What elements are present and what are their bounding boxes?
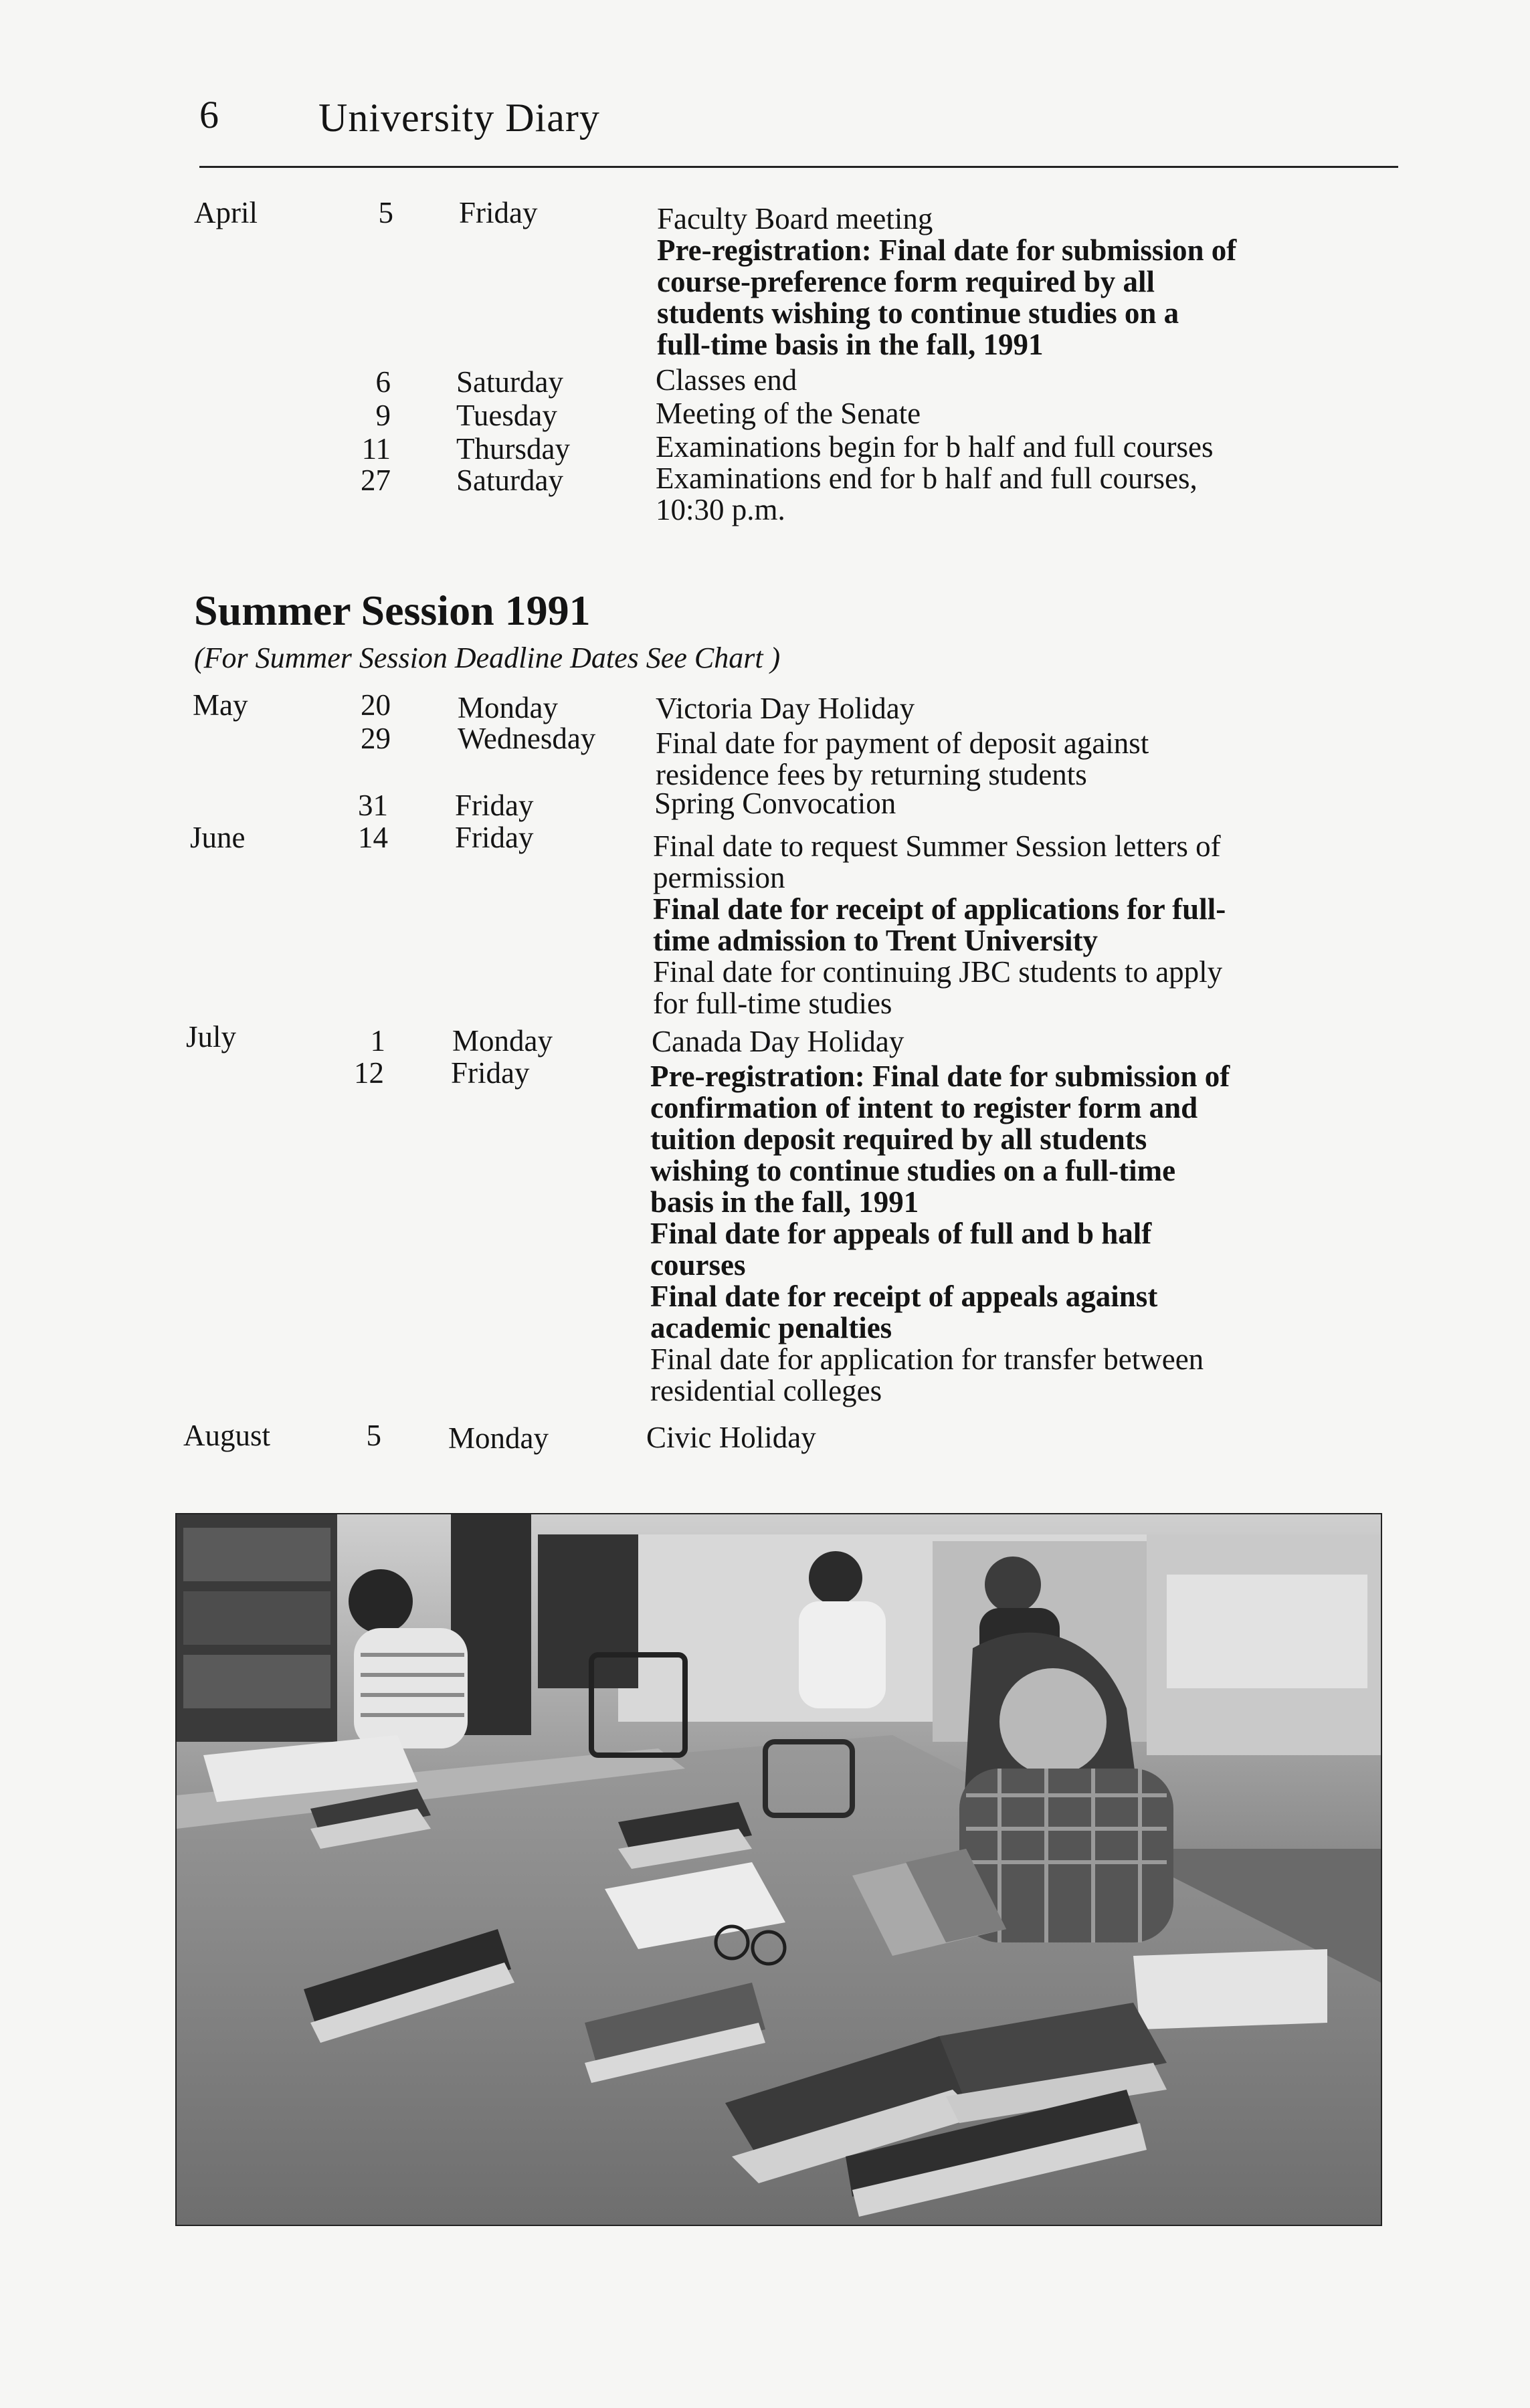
entry-day: 11 [361, 432, 391, 466]
entry-weekday: Monday [448, 1421, 549, 1455]
description-line: Canada Day Holiday [652, 1025, 904, 1058]
description-line: Final date for receipt of appeals against [650, 1280, 1158, 1313]
entry-weekday: Monday [452, 1024, 553, 1058]
description-line: Final date to request Summer Session letters of [653, 829, 1221, 863]
library-photo-illustration [177, 1514, 1381, 2225]
description-line: Final date for payment of deposit against [656, 726, 1149, 760]
description-line: time admission to Trent University [653, 924, 1098, 957]
page-title: University Diary [318, 96, 600, 140]
entry-description [656, 398, 1351, 429]
description-line: Civic Holiday [646, 1421, 816, 1454]
entry-description [650, 1061, 1346, 1407]
description-line: full-time basis in the fall, 1991 [657, 328, 1044, 361]
page-header [199, 86, 1397, 166]
entry-day: 5 [378, 196, 393, 229]
description-line: Final date for receipt of applications for full- [653, 892, 1226, 926]
entry-description [646, 1422, 1342, 1453]
entry-month: May [193, 688, 248, 722]
entry-description [656, 463, 1351, 526]
entry-weekday: Monday [458, 691, 558, 724]
description-line: Examinations begin for b half and full courses [656, 430, 1214, 464]
entry-description [657, 203, 1353, 361]
library-photo [175, 1513, 1382, 2226]
entry-description [654, 788, 1350, 819]
description-line: Victoria Day Holiday [656, 692, 915, 725]
entry-weekday: Saturday [456, 464, 563, 497]
description-line: Spring Convocation [654, 787, 896, 820]
entry-month: April [194, 196, 258, 229]
entry-day: 29 [361, 722, 391, 755]
description-line: tuition deposit required by all students [650, 1122, 1147, 1156]
entry-weekday: Thursday [456, 432, 570, 466]
entry-day: 5 [366, 1419, 381, 1452]
description-line: residential colleges [650, 1374, 882, 1407]
entry-weekday: Friday [455, 789, 534, 822]
description-line: wishing to continue studies on a full-time [650, 1154, 1176, 1187]
entry-description [653, 831, 1349, 1019]
description-line: courses [650, 1248, 746, 1282]
description-line: Final date for application for transfer between [650, 1342, 1204, 1376]
header-rule [199, 166, 1398, 168]
entry-weekday: Saturday [456, 365, 563, 399]
entry-day: 14 [358, 821, 388, 854]
entry-month: July [186, 1020, 237, 1054]
section-title: Summer Session 1991 [194, 587, 591, 634]
description-line: students wishing to continue studies on a [657, 296, 1179, 330]
entry-day: 20 [361, 688, 391, 722]
section-note: (For Summer Session Deadline Dates See Chart ) [194, 641, 781, 674]
description-line: course-preference form required by all [657, 265, 1155, 298]
description-line: Examinations end for b half and full courses, [656, 462, 1198, 495]
description-line: Final date for appeals of full and b half [650, 1217, 1152, 1250]
description-line: basis in the fall, 1991 [650, 1185, 919, 1219]
entry-weekday: Friday [455, 821, 534, 854]
description-line: Pre-registration: Final date for submission of [657, 233, 1237, 267]
entry-description [656, 693, 1351, 724]
entry-day: 31 [358, 789, 388, 822]
description-line: for full-time studies [653, 987, 892, 1020]
description-line: academic penalties [650, 1311, 892, 1344]
description-line: residence fees by returning students [656, 758, 1087, 791]
description-line: Final date for continuing JBC students to apply [653, 955, 1223, 989]
description-line: Meeting of the Senate [656, 397, 921, 430]
entry-month: June [190, 821, 246, 854]
entry-day: 12 [354, 1056, 384, 1090]
entry-weekday: Wednesday [458, 722, 596, 755]
entry-description [656, 365, 1351, 396]
entry-month: August [183, 1419, 271, 1452]
entry-weekday: Friday [451, 1056, 530, 1090]
entry-weekday: Tuesday [456, 399, 557, 432]
entry-weekday: Friday [459, 196, 538, 229]
entry-day: 9 [375, 399, 391, 432]
description-line: Faculty Board meeting [657, 202, 933, 235]
description-line: Classes end [656, 363, 797, 397]
entry-day: 6 [375, 365, 391, 399]
description-line: Pre-registration: Final date for submission of [650, 1060, 1230, 1093]
entry-day: 27 [361, 464, 391, 497]
description-line: 10:30 p.m. [656, 493, 785, 526]
description-line: confirmation of intent to register form and [650, 1091, 1198, 1124]
entry-day: 1 [370, 1024, 385, 1058]
entry-description [656, 431, 1351, 463]
entry-description [652, 1026, 1347, 1058]
page-number: 6 [199, 93, 219, 136]
entry-description [656, 728, 1351, 791]
description-line: permission [653, 861, 785, 894]
